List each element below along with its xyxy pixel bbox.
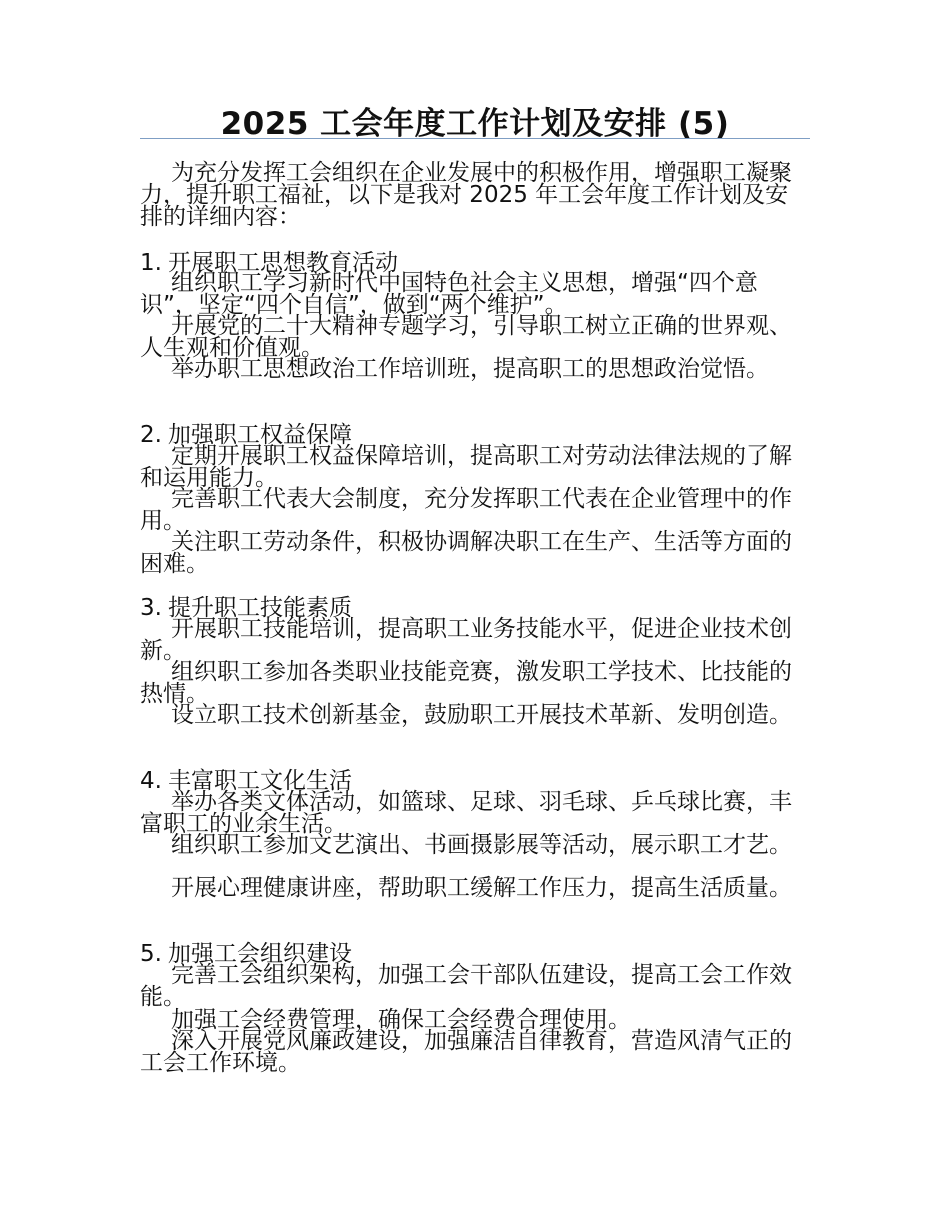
list-item: 加强工会经费管理，确保工会经费合理使用。 bbox=[171, 1007, 631, 1033]
list-item: 开展党的二十大精神专题学习，引导职工树立正确的世界观、人生观和价值观。 bbox=[140, 313, 792, 361]
list-item: 组织职工参加各类职业技能竞赛，激发职工学技术、比技能的热情。 bbox=[140, 659, 792, 707]
list-item: 关注职工劳动条件，积极协调解决职工在生产、生活等方面的困难。 bbox=[140, 529, 792, 577]
page-title: 2025 工会年度工作计划及安排 (5) bbox=[220, 106, 730, 142]
list-item: 组织职工学习新时代中国特色社会主义思想，增强“四个意识”，坚定“四个自信”，做到“两个维护”。 bbox=[140, 270, 758, 318]
list-item: 举办各类文体活动，如篮球、足球、羽毛球、乒乓球比赛，丰富职工的业余生活。 bbox=[140, 789, 792, 837]
section-title: 丰富职工文化生活 bbox=[167, 768, 352, 794]
title-underline bbox=[140, 138, 810, 139]
list-item: 举办职工思想政治工作培训班，提高职工的思想政治觉悟。 bbox=[171, 356, 769, 382]
list-item: 组织职工参加文艺演出、书画摄影展等活动，展示职工才艺。 bbox=[171, 832, 792, 858]
section-number: 3. bbox=[140, 595, 162, 621]
intro-paragraph: 为充分发挥工会组织在企业发展中的积极作用，增强职工凝聚力，提升职工福祉，以下是我对 2025 年工会年度工作计划及安排的详细内容： bbox=[140, 160, 792, 230]
section-number: 1. bbox=[140, 250, 162, 276]
list-item: 定期开展职工权益保障培训，提高职工对劳动法律法规的了解和运用能力。 bbox=[140, 443, 792, 491]
list-item: 开展心理健康讲座，帮助职工缓解工作压力，提高生活质量。 bbox=[171, 875, 792, 901]
section-title: 加强工会组织建设 bbox=[167, 941, 352, 967]
list-item: 完善职工代表大会制度，充分发挥职工代表在企业管理中的作用。 bbox=[140, 486, 792, 534]
list-item: 完善工会组织架构，加强工会干部队伍建设，提高工会工作效能。 bbox=[140, 962, 792, 1010]
list-item: 设立职工技术创新基金，鼓励职工开展技术革新、发明创造。 bbox=[171, 702, 792, 728]
section-title: 开展职工思想教育活动 bbox=[167, 250, 398, 276]
list-item: 深入开展党风廉政建设，加强廉洁自律教育，营造风清气正的工会工作环境。 bbox=[140, 1028, 792, 1076]
section-number: 4. bbox=[140, 768, 162, 794]
section-number: 5. bbox=[140, 941, 162, 967]
section-title: 提升职工技能素质 bbox=[167, 595, 352, 621]
section-number: 2. bbox=[140, 422, 162, 448]
list-item: 开展职工技能培训，提高职工业务技能水平，促进企业技术创新。 bbox=[140, 616, 792, 664]
section-title: 加强职工权益保障 bbox=[167, 422, 352, 448]
